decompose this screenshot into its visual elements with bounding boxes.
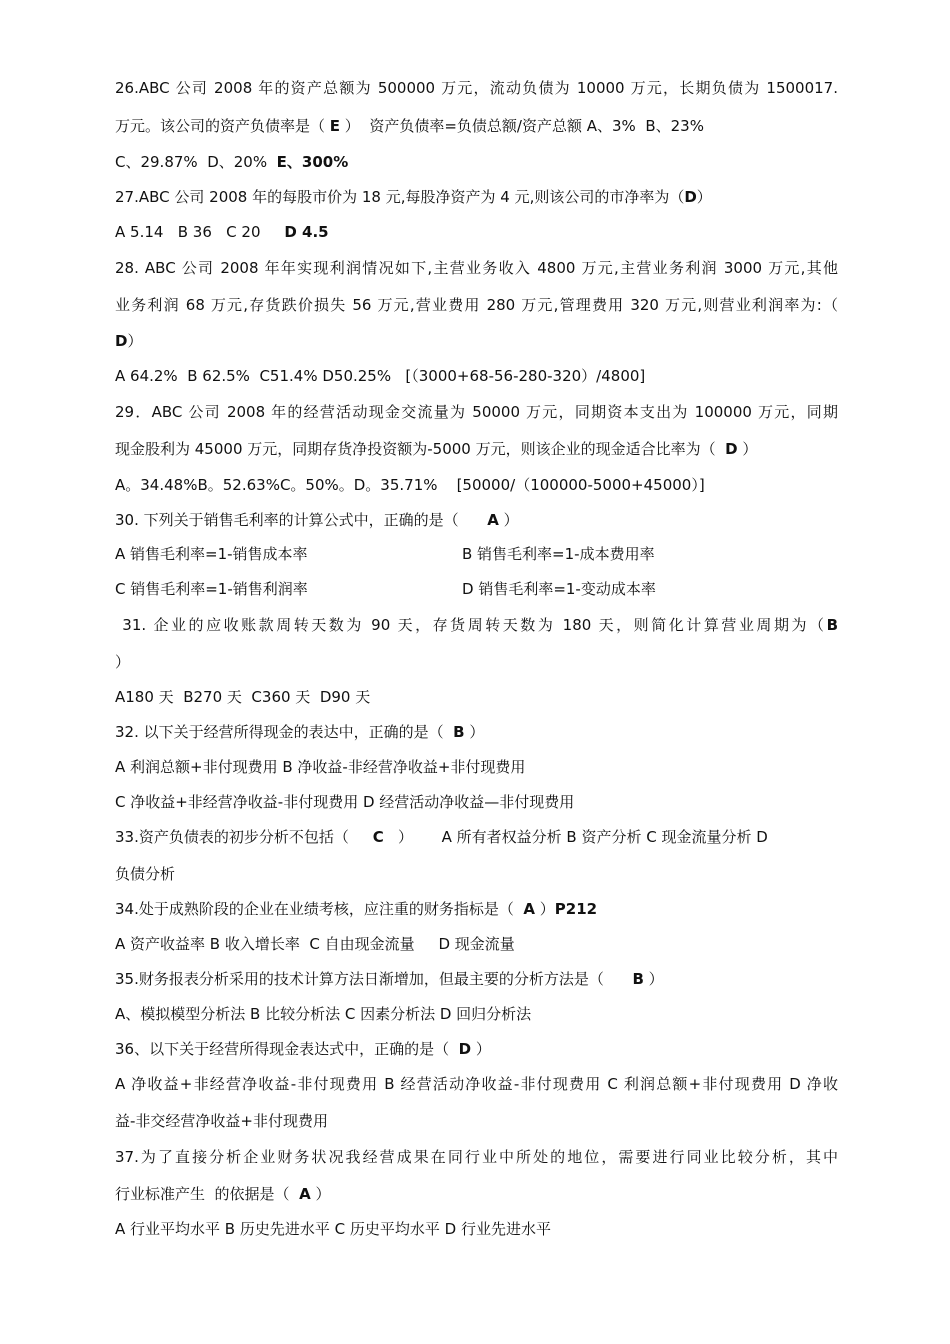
q32-line-1 <box>115 722 838 742</box>
q30-line-2 <box>115 544 838 564</box>
q26-text-2a: 万元。该公司的资产负债率是（ <box>115 117 330 135</box>
q33-line-2 <box>115 864 838 884</box>
q36-options-2: 益-非交经营净收益+非付现费用 <box>115 1112 328 1130</box>
q30-option-c: C 销售毛利率=1-销售利润率 <box>115 580 308 598</box>
q36-line-1 <box>115 1039 838 1059</box>
q36-text-1a: 36、以下关于经营所得现金表达式中，正确的是（ <box>115 1040 459 1058</box>
q29-answer: D <box>725 440 738 458</box>
q31-answer: B <box>826 616 838 634</box>
q29-text-2b: ） <box>737 440 758 458</box>
q29-line-2 <box>115 439 838 459</box>
q35-text-1a: 35.财务报表分析采用的技术计算方法日渐增加，但最主要的分析方法是（ <box>115 970 633 988</box>
q34-line-1 <box>115 899 838 919</box>
q37-text-2b: ） <box>310 1185 331 1203</box>
q31-line-2 <box>115 652 838 672</box>
q34-text-1a: 34.处于成熟阶段的企业在业绩考核，应注重的财务指标是（ <box>115 900 524 918</box>
q33-text-1b: ） A 所有者权益分析 B 资产分析 C 现金流量分析 D <box>383 828 768 846</box>
q29-text-1: 29．ABC 公司 2008 年的经营活动现金交流量为 50000 万元，同期资本支出为 100000 万元，同期 <box>115 403 838 421</box>
q37-text-2a: 行业标准产生 的依据是（ <box>115 1185 300 1203</box>
q27-line-1 <box>115 187 838 207</box>
q28-line-3 <box>115 331 838 351</box>
q26-text-1: 26.ABC 公司 2008 年的资产总额为 500000 万元，流动负债为 10000 万元，长期负债为 1500017. <box>115 79 838 97</box>
q34-page-ref: P212 <box>554 900 598 918</box>
q32-options-1: A 利润总额+非付现费用 B 净收益-非经营净收益+非付现费用 <box>115 758 526 776</box>
q35-options: A、模拟模型分析法 B 比较分析法 C 因素分析法 D 回归分析法 <box>115 1005 532 1023</box>
q37-answer: A <box>299 1185 311 1203</box>
q26-line-2 <box>115 116 838 136</box>
q36-line-3 <box>115 1111 838 1131</box>
q30-answer: A <box>487 511 499 529</box>
q29-options: A。34.48%B。52.63%C。50%。D。35.71% [50000/（100000-5000+45000）] <box>115 476 705 494</box>
q26-answer: E <box>329 117 341 135</box>
q36-line-2 <box>115 1074 838 1094</box>
q32-text-1b: ） <box>464 723 485 741</box>
q37-line-1 <box>115 1147 838 1167</box>
q26-line-3 <box>115 152 838 172</box>
q30-option-a: A 销售毛利率=1-销售成本率 <box>115 545 308 563</box>
q32-line-3 <box>115 792 838 812</box>
q30-line-1 <box>115 510 838 530</box>
q30-option-b: B 销售毛利率=1-成本费用率 <box>462 545 655 563</box>
q27-option-d: D 4.5 <box>284 223 329 241</box>
q32-text-1a: 32. 以下关于经营所得现金的表达中，正确的是（ <box>115 723 454 741</box>
q30-text-1b: ） <box>498 511 519 529</box>
q30-text-1a: 30. 下列关于销售毛利率的计算公式中，正确的是（ <box>115 511 488 529</box>
q28-line-2 <box>115 295 838 315</box>
q28-line-4 <box>115 366 838 386</box>
q31-text-1: 31. 企业的应收账款周转天数为 90 天，存货周转天数为 180 天，则简化计算营业周期为（ <box>115 616 827 634</box>
q27-line-2 <box>115 222 838 242</box>
q28-options: A 64.2% B 62.5% C51.4% D50.25% [（3000+68-56-280-320）/4800] <box>115 367 646 385</box>
q32-answer: B <box>453 723 465 741</box>
q36-options-1: A 净收益+非经营净收益-非付现费用 B 经营活动净收益-非付现费用 C 利润总额+非付现费用 D 净收 <box>115 1075 838 1093</box>
q31-options: A180 天 B270 天 C360 天 D90 天 <box>115 688 371 706</box>
q35-answer: B <box>632 970 644 988</box>
q29-line-3 <box>115 475 838 495</box>
q27-text-1b: ） <box>696 188 712 206</box>
q32-options-2: C 净收益+非经营净收益-非付现费用 D 经营活动净收益—非付现费用 <box>115 793 575 811</box>
q34-answer: A <box>523 900 536 918</box>
q29-text-2a: 现金股利为 45000 万元，同期存货净投资额为-5000 万元，则该企业的现金适合比率为（ <box>115 440 726 458</box>
q37-text-1: 37.为了直接分析企业财务状况我经营成果在同行业中所处的地位，需要进行同业比较分析，其中 <box>115 1148 838 1166</box>
q28-text-1: 28. ABC 公司 2008 年年实现利润情况如下,主营业务收入 4800 万元,主营业务利润 3000 万元,其他 <box>115 259 838 277</box>
q31-line-3 <box>115 687 838 707</box>
q34-options: A 资产收益率 B 收入增长率 C 自由现金流量 D 现金流量 <box>115 935 515 953</box>
q35-line-1 <box>115 969 838 989</box>
q35-line-2 <box>115 1004 838 1024</box>
q32-line-2 <box>115 757 838 777</box>
q36-answer: D <box>458 1040 472 1058</box>
q27-options: A 5.14 B 36 C 20 <box>115 223 285 241</box>
q34-text-1b: ） <box>535 900 555 918</box>
q34-line-2 <box>115 934 838 954</box>
q33-text-1a: 33.资产负债表的初步分析不包括（ <box>115 828 373 846</box>
q26-line-1 <box>115 78 838 98</box>
q26-text-2b: ） 资产负债率=负债总额/资产总额 A、3% B、23% <box>340 117 704 135</box>
q26-options: C、29.87% D、20% <box>115 153 277 171</box>
q33-line-1 <box>115 827 838 847</box>
q31-text-2: ） <box>115 653 131 671</box>
q26-option-e: E、300% <box>276 153 349 171</box>
q28-answer: D <box>115 332 128 350</box>
q27-text-1a: 27.ABC 公司 2008 年的每股市价为 18 元,每股净资产为 4 元,则该公司的市净率为（ <box>115 188 685 206</box>
q29-line-1 <box>115 402 838 422</box>
q37-options: A 行业平均水平 B 历史先进水平 C 历史平均水平 D 行业先进水平 <box>115 1220 551 1238</box>
q27-answer: D <box>684 188 697 206</box>
q31-line-1 <box>115 615 838 635</box>
q28-text-2: 业务利润 68 万元,存货跌价损失 56 万元,营业费用 280 万元,管理费用 320 万元,则营业利润率为:（ <box>115 296 838 314</box>
q33-answer: C <box>372 828 384 846</box>
q37-line-2 <box>115 1184 838 1204</box>
q35-text-1b: ） <box>643 970 664 988</box>
q30-line-3 <box>115 579 838 599</box>
q30-option-d: D 销售毛利率=1-变动成本率 <box>462 580 656 598</box>
q33-text-2: 负债分析 <box>115 865 176 883</box>
q28-text-3: ） <box>127 332 143 350</box>
q28-line-1 <box>115 258 838 278</box>
q37-line-3 <box>115 1219 838 1239</box>
q36-text-1b: ） <box>471 1040 491 1058</box>
